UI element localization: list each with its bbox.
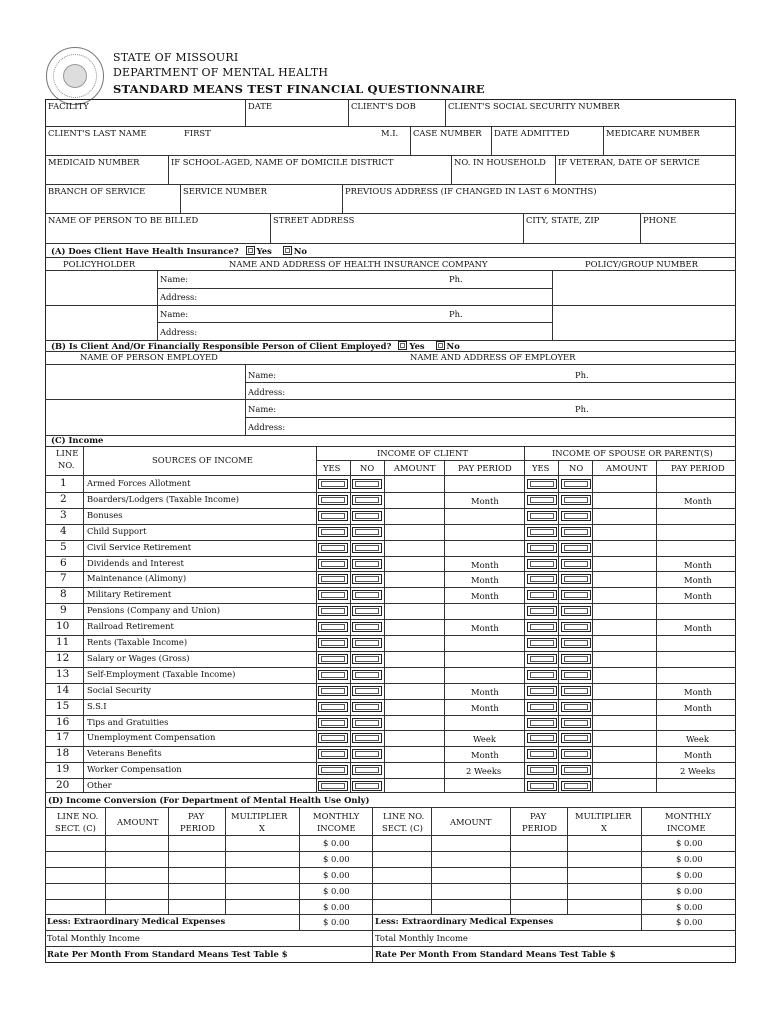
branch-of-service-label: BRANCH OF SERVICE: [48, 186, 146, 196]
d-left-rate-per-month: Rate Per Month From Standard Means Test Table $: [47, 949, 288, 959]
spouse-no-checkbox[interactable]: [561, 606, 591, 616]
d-left-pay-header-1: PAY: [188, 811, 205, 821]
employer-1-name-label: Name:: [248, 370, 277, 380]
income-source-label: Boarders/Lodgers (Taxable Income): [87, 494, 240, 504]
client-no-checkbox[interactable]: [352, 781, 382, 791]
client-yes-checkbox[interactable]: [318, 749, 348, 759]
medicaid-number-label: MEDICAID NUMBER: [48, 157, 140, 167]
spouse-no-checkbox[interactable]: [561, 543, 591, 553]
income-row-divider: [45, 651, 736, 652]
city-state-zip-label: CITY, STATE, ZIP: [526, 215, 600, 225]
client-yes-checkbox[interactable]: [318, 622, 348, 632]
client-yes-checkbox[interactable]: [318, 527, 348, 537]
d-left-value-2: $ 0.00: [323, 854, 350, 864]
income-row-divider: [45, 746, 736, 747]
spouse-yes-checkbox[interactable]: [527, 543, 557, 553]
d-right-value-1: $ 0.00: [676, 838, 703, 848]
client-no-checkbox[interactable]: [352, 574, 382, 584]
client-pay-period-value: Month: [471, 750, 499, 760]
spouse-pay-period-value: Month: [684, 591, 712, 601]
client-pay-period-value: Month: [471, 687, 499, 697]
spouse-yes-checkbox[interactable]: [527, 590, 557, 600]
client-yes-checkbox[interactable]: [318, 670, 348, 680]
d-right-value-6: $ 0.00: [676, 917, 703, 927]
spouse-no-checkbox[interactable]: [561, 670, 591, 680]
spouse-yes-checkbox[interactable]: [527, 733, 557, 743]
d-right-value-5: $ 0.00: [676, 902, 703, 912]
income-source-label: Child Support: [87, 526, 147, 536]
client-pay-period-value: Month: [471, 496, 499, 506]
section-d-title: (D) Income Conversion (For Department of Mental Health Use Only): [48, 795, 370, 805]
d-left-value-4: $ 0.00: [323, 886, 350, 896]
spouse-no-checkbox[interactable]: [561, 733, 591, 743]
client-yes-checkbox[interactable]: [318, 479, 348, 489]
income-row-divider: [45, 508, 736, 509]
insurance-2-address-label: Address:: [160, 327, 198, 337]
employer-2-address-label: Address:: [248, 422, 286, 432]
spouse-no-checkbox[interactable]: [561, 479, 591, 489]
spouse-yes-checkbox[interactable]: [527, 511, 557, 521]
client-yes-checkbox[interactable]: [318, 765, 348, 775]
client-pay-period-value: Month: [471, 703, 499, 713]
spouse-pay-period-header: PAY PERIOD: [671, 463, 725, 473]
income-row-divider: [45, 571, 736, 572]
spouse-no-header: NO: [569, 463, 584, 473]
spouse-no-checkbox[interactable]: [561, 781, 591, 791]
form-frame: [45, 99, 736, 963]
d-right-value-4: $ 0.00: [676, 886, 703, 896]
spouse-pay-period-value: 2 Weeks: [680, 766, 716, 776]
client-no-checkbox[interactable]: [352, 606, 382, 616]
sources-header: SOURCES OF INCOME: [152, 455, 253, 465]
client-yes-checkbox[interactable]: [318, 495, 348, 505]
income-row-divider: [45, 603, 736, 604]
spouse-yes-checkbox[interactable]: [527, 638, 557, 648]
income-line-number: 16: [56, 716, 70, 728]
spouse-no-checkbox[interactable]: [561, 574, 591, 584]
income-source-label: Worker Compensation: [87, 764, 182, 774]
income-line-number: 18: [56, 747, 70, 759]
spouse-yes-checkbox[interactable]: [527, 495, 557, 505]
client-no-checkbox[interactable]: [352, 670, 382, 680]
income-row-divider: [45, 619, 736, 620]
section-c-title: (C) Income: [51, 435, 104, 445]
d-right-pay-header-1: PAY: [530, 811, 547, 821]
d-left-value-5: $ 0.00: [323, 902, 350, 912]
spouse-yes-checkbox[interactable]: [527, 686, 557, 696]
client-yes-checkbox[interactable]: [318, 781, 348, 791]
client-pay-period-value: Week: [473, 734, 496, 744]
client-yes-checkbox[interactable]: [318, 511, 348, 521]
income-row-divider: [45, 683, 736, 684]
income-row-divider: [45, 524, 736, 525]
client-ssn-label: CLIENT'S SOCIAL SECURITY NUMBER: [448, 101, 620, 111]
section-b-no-checkbox[interactable]: [436, 341, 445, 350]
d-right-monthly-header-2: INCOME: [667, 823, 706, 833]
income-source-label: Bonuses: [87, 510, 123, 520]
income-row-divider: [45, 635, 736, 636]
client-yes-checkbox[interactable]: [318, 718, 348, 728]
client-yes-checkbox[interactable]: [318, 638, 348, 648]
income-line-number: 7: [60, 572, 67, 584]
client-amount-header: AMOUNT: [394, 463, 436, 473]
phone-label: PHONE: [643, 215, 677, 225]
income-source-label: Self-Employment (Taxable Income): [87, 669, 236, 679]
spouse-yes-checkbox[interactable]: [527, 606, 557, 616]
client-yes-checkbox[interactable]: [318, 574, 348, 584]
client-no-checkbox[interactable]: [352, 749, 382, 759]
income-row-divider: [45, 492, 736, 493]
section-b-question: [51, 341, 460, 350]
income-client-header: INCOME OF CLIENT: [377, 448, 468, 458]
client-no-checkbox[interactable]: [352, 733, 382, 743]
d-left-value-6: $ 0.00: [323, 917, 350, 927]
client-pay-period-value: 2 Weeks: [466, 766, 502, 776]
income-row-divider: [45, 715, 736, 716]
income-source-label: Civil Service Retirement: [87, 542, 192, 552]
client-pay-period-value: Month: [471, 560, 499, 570]
income-source-label: Railroad Retirement: [87, 621, 174, 631]
client-no-checkbox[interactable]: [352, 590, 382, 600]
spouse-no-checkbox[interactable]: [561, 527, 591, 537]
income-line-number: 13: [56, 668, 70, 680]
d-right-line-no-header-1: LINE NO.: [383, 811, 425, 821]
insurance-2-phone-label: Ph.: [449, 309, 463, 319]
d-left-value-1: $ 0.00: [323, 838, 350, 848]
section-b-yes-checkbox[interactable]: [398, 341, 407, 350]
d-left-multiplier-header-2: X: [259, 823, 265, 833]
d-left-line-no-header-1: LINE NO.: [57, 811, 99, 821]
income-line-number: 8: [60, 588, 67, 600]
d-left-multiplier-header-1: MULTIPLIER: [231, 811, 288, 821]
date-label: DATE: [248, 101, 273, 111]
d-left-pay-header-2: PERIOD: [180, 823, 215, 833]
department-name: DEPARTMENT OF MENTAL HEALTH: [113, 66, 329, 79]
income-source-label: Unemployment Compensation: [87, 732, 216, 742]
spouse-no-checkbox[interactable]: [561, 559, 591, 569]
policyholder-header: POLICYHOLDER: [63, 259, 136, 269]
client-no-checkbox[interactable]: [352, 765, 382, 775]
spouse-no-checkbox[interactable]: [561, 495, 591, 505]
date-admitted-label: DATE ADMITTED: [494, 128, 570, 138]
client-no-checkbox[interactable]: [352, 654, 382, 664]
state-seal-icon: [46, 47, 104, 105]
income-source-label: Salary or Wages (Gross): [87, 653, 190, 663]
income-source-label: Armed Forces Allotment: [87, 478, 191, 488]
d-right-value-2: $ 0.00: [676, 854, 703, 864]
employer-1-phone-label: Ph.: [575, 370, 589, 380]
client-yes-checkbox[interactable]: [318, 654, 348, 664]
client-dob-label: CLIENT'S DOB: [351, 101, 416, 111]
client-no-checkbox[interactable]: [352, 559, 382, 569]
income-line-number: 20: [56, 779, 70, 791]
insurance-company-header: NAME AND ADDRESS OF HEALTH INSURANCE COMPANY: [229, 259, 488, 269]
spouse-pay-period-value: Week: [686, 734, 709, 744]
income-line-number: 14: [56, 684, 70, 696]
spouse-pay-period-value: Month: [684, 750, 712, 760]
d-right-total-monthly: Total Monthly Income: [375, 933, 468, 943]
section-a-yes-checkbox[interactable]: [246, 246, 255, 255]
client-last-name-label: CLIENT'S LAST NAME: [48, 128, 147, 138]
spouse-yes-checkbox[interactable]: [527, 718, 557, 728]
spouse-yes-header: YES: [532, 463, 550, 473]
section-b-yes-label: Yes: [409, 341, 425, 351]
client-no-checkbox[interactable]: [352, 511, 382, 521]
income-line-number: 2: [60, 493, 67, 505]
employer-header: NAME AND ADDRESS OF EMPLOYER: [410, 352, 576, 362]
veteran-date-label: IF VETERAN, DATE OF SERVICE: [558, 157, 700, 167]
income-source-label: Maintenance (Alimony): [87, 573, 187, 583]
income-line-number: 10: [56, 620, 70, 632]
insurance-1-phone-label: Ph.: [449, 274, 463, 284]
spouse-no-checkbox[interactable]: [561, 718, 591, 728]
client-no-checkbox[interactable]: [352, 495, 382, 505]
person-employed-header: NAME OF PERSON EMPLOYED: [80, 352, 218, 362]
middle-initial-label: M.I.: [381, 128, 399, 138]
client-no-checkbox[interactable]: [352, 479, 382, 489]
client-yes-checkbox[interactable]: [318, 733, 348, 743]
section-a-question: [51, 246, 307, 255]
income-line-number: 5: [60, 541, 67, 553]
d-right-multiplier-header-2: X: [601, 823, 607, 833]
income-source-label: Military Retirement: [87, 589, 172, 599]
spouse-no-checkbox[interactable]: [561, 638, 591, 648]
form-title: STANDARD MEANS TEST FINANCIAL QUESTIONNAIRE: [113, 82, 485, 96]
d-right-multiplier-header-1: MULTIPLIER: [575, 811, 632, 821]
spouse-pay-period-value: Month: [684, 703, 712, 713]
client-yes-checkbox[interactable]: [318, 590, 348, 600]
client-no-header: NO: [360, 463, 375, 473]
state-name: STATE OF MISSOURI: [113, 51, 239, 64]
case-number-label: CASE NUMBER: [413, 128, 482, 138]
spouse-yes-checkbox[interactable]: [527, 702, 557, 712]
spouse-no-checkbox[interactable]: [561, 749, 591, 759]
client-pay-period-value: Month: [471, 591, 499, 601]
client-pay-period-value: Month: [471, 623, 499, 633]
client-pay-period-header: PAY PERIOD: [458, 463, 512, 473]
income-source-label: Pensions (Company and Union): [87, 605, 221, 615]
income-row-divider: [45, 667, 736, 668]
spouse-yes-checkbox[interactable]: [527, 622, 557, 632]
d-right-line-no-header-2: SECT. (C): [382, 823, 423, 833]
d-right-monthly-header-1: MONTHLY: [665, 811, 712, 821]
d-left-less-medical: Less: Extraordinary Medical Expenses: [47, 916, 226, 926]
d-left-monthly-header-2: INCOME: [317, 823, 356, 833]
spouse-pay-period-value: Month: [684, 496, 712, 506]
client-no-checkbox[interactable]: [352, 527, 382, 537]
spouse-amount-header: AMOUNT: [606, 463, 648, 473]
income-line-number: 17: [56, 731, 70, 743]
spouse-yes-checkbox[interactable]: [527, 749, 557, 759]
insurance-1-name-label: Name:: [160, 274, 189, 284]
service-number-label: SERVICE NUMBER: [183, 186, 267, 196]
client-yes-checkbox[interactable]: [318, 702, 348, 712]
client-pay-period-value: Month: [471, 575, 499, 585]
client-yes-checkbox[interactable]: [318, 543, 348, 553]
income-spouse-header: INCOME OF SPOUSE OR PARENT(S): [552, 448, 713, 458]
medicare-number-label: MEDICARE NUMBER: [606, 128, 700, 138]
employer-1-address-label: Address:: [248, 387, 286, 397]
street-address-label: STREET ADDRESS: [273, 215, 355, 225]
income-line-number: 12: [56, 652, 70, 664]
income-line-number: 1: [60, 477, 67, 489]
section-a-no-checkbox[interactable]: [283, 246, 292, 255]
spouse-no-checkbox[interactable]: [561, 702, 591, 712]
spouse-no-checkbox[interactable]: [561, 654, 591, 664]
income-line-number: 4: [60, 525, 67, 537]
person-billed-label: NAME OF PERSON TO BE BILLED: [48, 215, 199, 225]
income-line-number: 9: [60, 604, 67, 616]
spouse-yes-checkbox[interactable]: [527, 479, 557, 489]
spouse-yes-checkbox[interactable]: [527, 654, 557, 664]
spouse-yes-checkbox[interactable]: [527, 574, 557, 584]
insurance-2-name-label: Name:: [160, 309, 189, 319]
household-number-label: NO. IN HOUSEHOLD: [454, 157, 546, 167]
d-right-less-medical: Less: Extraordinary Medical Expenses: [375, 916, 554, 926]
spouse-no-checkbox[interactable]: [561, 765, 591, 775]
section-b-no-label: No: [446, 341, 460, 351]
d-left-value-3: $ 0.00: [323, 870, 350, 880]
income-line-number: 19: [56, 763, 70, 775]
insurance-1-address-label: Address:: [160, 292, 198, 302]
income-row-divider: [45, 587, 736, 588]
income-source-label: S.S.I: [87, 701, 107, 711]
income-row-divider: [45, 540, 736, 541]
domicile-district-label: IF SCHOOL-AGED, NAME OF DOMICILE DISTRICT: [171, 157, 394, 167]
spouse-yes-checkbox[interactable]: [527, 527, 557, 537]
spouse-pay-period-value: Month: [684, 575, 712, 585]
income-line-number: 15: [56, 700, 70, 712]
income-source-label: Tips and Gratuities: [87, 717, 169, 727]
d-left-line-no-header-2: SECT. (C): [55, 823, 96, 833]
line-no-header-1: LINE: [56, 448, 79, 458]
income-row-divider: [45, 699, 736, 700]
employer-2-name-label: Name:: [248, 404, 277, 414]
income-source-label: Other: [87, 780, 112, 790]
client-no-checkbox[interactable]: [352, 543, 382, 553]
d-left-monthly-header-1: MONTHLY: [313, 811, 360, 821]
section-a-question-text: (A) Does Client Have Health Insurance?: [51, 246, 239, 256]
section-a-no-label: No: [293, 246, 308, 256]
facility-label: FACILITY: [48, 101, 89, 111]
spouse-yes-checkbox[interactable]: [527, 559, 557, 569]
client-yes-header: YES: [323, 463, 341, 473]
spouse-no-checkbox[interactable]: [561, 590, 591, 600]
income-source-label: Veterans Benefits: [87, 748, 162, 758]
spouse-yes-checkbox[interactable]: [527, 781, 557, 791]
spouse-yes-checkbox[interactable]: [527, 765, 557, 775]
policy-number-header: POLICY/GROUP NUMBER: [585, 259, 698, 269]
income-line-number: 6: [60, 557, 67, 569]
d-right-value-3: $ 0.00: [676, 870, 703, 880]
spouse-no-checkbox[interactable]: [561, 686, 591, 696]
income-line-number: 3: [60, 509, 67, 521]
first-name-label: FIRST: [184, 128, 211, 138]
client-no-checkbox[interactable]: [352, 718, 382, 728]
income-source-label: Rents (Taxable Income): [87, 637, 188, 647]
income-row-divider: [45, 762, 736, 763]
d-left-total-monthly: Total Monthly Income: [47, 933, 140, 943]
income-source-label: Social Security: [87, 685, 152, 695]
client-no-checkbox[interactable]: [352, 622, 382, 632]
client-yes-checkbox[interactable]: [318, 606, 348, 616]
spouse-no-checkbox[interactable]: [561, 622, 591, 632]
income-source-label: Dividends and Interest: [87, 558, 184, 568]
spouse-no-checkbox[interactable]: [561, 511, 591, 521]
section-b-question-text: (B) Is Client And/Or Financially Responsible Person of Client Employed?: [51, 341, 392, 351]
employer-2-phone-label: Ph.: [575, 404, 589, 414]
d-right-amount-header: AMOUNT: [450, 817, 492, 827]
d-right-pay-header-2: PERIOD: [522, 823, 557, 833]
previous-address-label: PREVIOUS ADDRESS (IF CHANGED IN LAST 6 MONTHS): [345, 186, 597, 196]
income-line-number: 11: [56, 636, 70, 648]
client-no-checkbox[interactable]: [352, 702, 382, 712]
income-row-divider: [45, 778, 736, 779]
d-right-rate-per-month: Rate Per Month From Standard Means Test Table $: [375, 949, 616, 959]
spouse-yes-checkbox[interactable]: [527, 670, 557, 680]
spouse-pay-period-value: Month: [684, 560, 712, 570]
client-no-checkbox[interactable]: [352, 638, 382, 648]
d-left-amount-header: AMOUNT: [117, 817, 159, 827]
line-no-header-2: NO.: [58, 460, 75, 470]
income-row-divider: [45, 556, 736, 557]
spouse-pay-period-value: Month: [684, 623, 712, 633]
spouse-pay-period-value: Month: [684, 687, 712, 697]
client-yes-checkbox[interactable]: [318, 559, 348, 569]
client-yes-checkbox[interactable]: [318, 686, 348, 696]
client-no-checkbox[interactable]: [352, 686, 382, 696]
section-a-yes-label: Yes: [256, 246, 272, 256]
income-row-divider: [45, 730, 736, 731]
